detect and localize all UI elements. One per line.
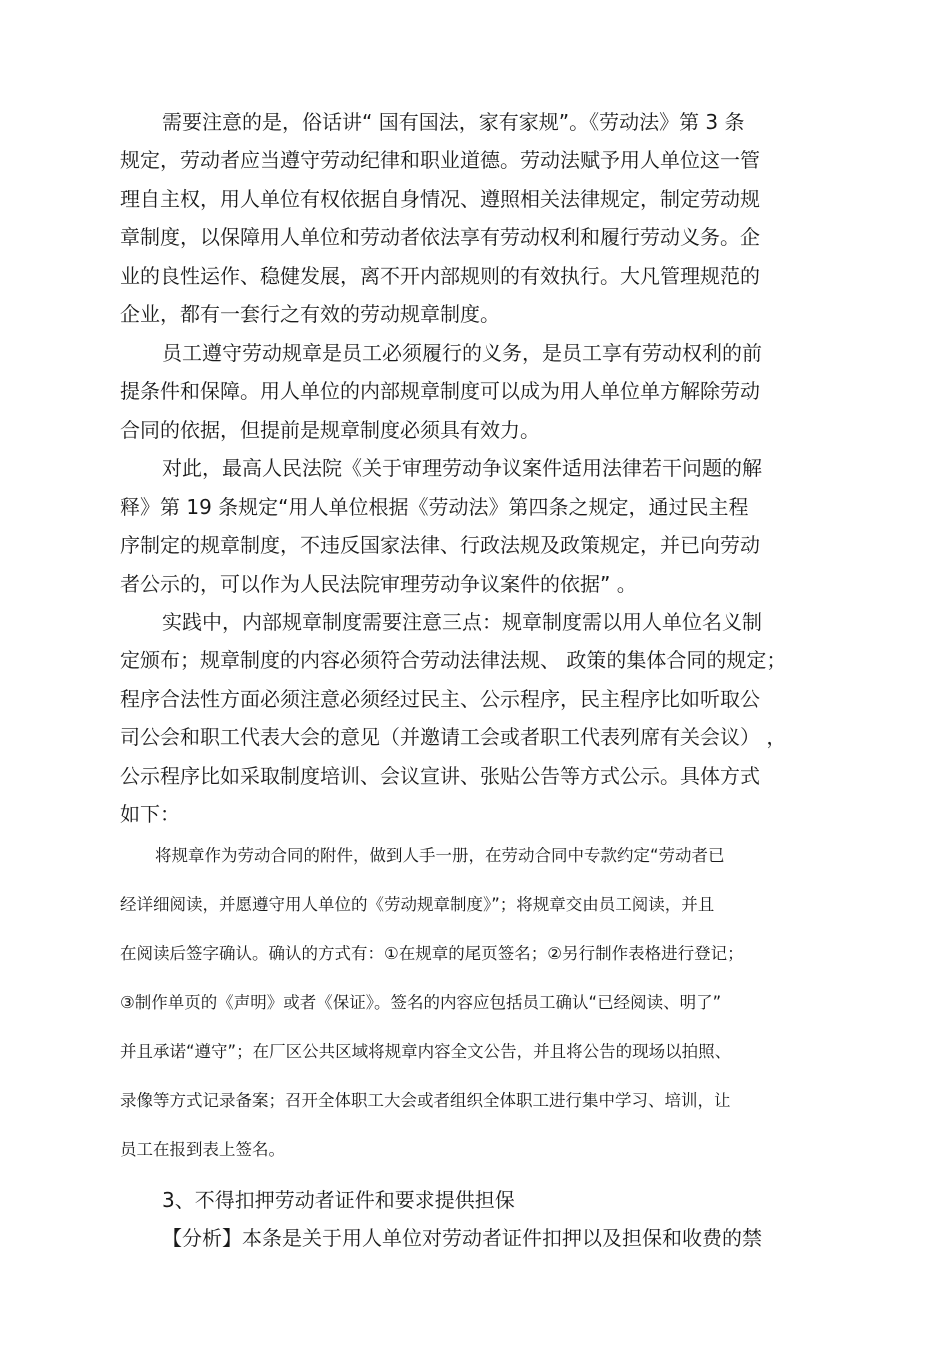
paragraph-line: 公示程序比如采取制度培训、会议宣讲、张贴公告等方式公示。具体方式 [120, 764, 760, 788]
paragraph-line: 合同的依据，但提前是规章制度必须具有效力。 [120, 418, 540, 442]
paragraph-line: 章制度，以保障用人单位和劳动者依法享有劳动权利和履行劳动义务。企 [120, 225, 760, 249]
paragraph-line: 理自主权，用人单位有权依据自身情况、遵照相关法律规定，制定劳动规 [120, 187, 760, 211]
paragraph-line: 将规章作为劳动合同的附件，做到人手一册，在劳动合同中专款约定“劳动者已 [155, 846, 725, 865]
paragraph-line: 录像等方式记录备案；召开全体职工大会或者组织全体职工进行集中学习、培训，让 [120, 1091, 731, 1110]
paragraph-line: 员工遵守劳动规章是员工必须履行的义务，是员工享有劳动权利的前 [162, 341, 762, 365]
paragraph-line: 程序合法性方面必须注意必须经过民主、公示程序，民主程序比如听取公 [120, 687, 760, 711]
paragraph-line: 实践中，内部规章制度需要注意三点：规章制度需以用人单位名义制 [162, 610, 762, 634]
paragraph-line: ③制作单页的《声明》或者《保证》。签名的内容应包括员工确认“已经阅读、明了” [120, 993, 722, 1012]
paragraph-line: 在阅读后签字确认。确认的方式有：①在规章的尾页签名；②另行制作表格进行登记； [120, 944, 744, 963]
paragraph-line: 规定，劳动者应当遵守劳动纪律和职业道德。劳动法赋予用人单位这一管 [120, 148, 760, 172]
paragraph-line: 企业，都有一套行之有效的劳动规章制度。 [120, 302, 500, 326]
paragraph-line: 员工在报到表上签名。 [120, 1140, 285, 1159]
paragraph-line: 者公示的，可以作为人民法院审理劳动争议案件的依据” 。 [120, 572, 637, 596]
paragraph-line: 【分析】本条是关于用人单位对劳动者证件扣押以及担保和收费的禁 [162, 1226, 762, 1250]
paragraph-line: 需要注意的是，俗话讲“ 国有国法，家有家规”。《劳动法》第 3 条 [162, 110, 745, 134]
paragraph-line: 并且承诺“遵守”；在厂区公共区域将规章内容全文公告，并且将公告的现场以拍照、 [120, 1042, 732, 1061]
paragraph-line: 提条件和保障。用人单位的内部规章制度可以成为用人单位单方解除劳动 [120, 379, 760, 403]
paragraph-line: 经详细阅读，并愿遵守用人单位的《劳动规章制度》”；将规章交由员工阅读，并且 [120, 895, 715, 914]
paragraph-line: 司公会和职工代表大会的意见（并邀请工会或者职工代表列席有关会议） ， [120, 725, 787, 749]
paragraph-line: 如下： [120, 802, 180, 826]
section-heading: 3、不得扣押劳动者证件和要求提供担保 [162, 1188, 515, 1212]
paragraph-line: 释》第 19 条规定“用人单位根据《劳动法》第四条之规定，通过民主程 [120, 495, 749, 519]
paragraph-line: 对此，最高人民法院《关于审理劳动争议案件适用法律若干问题的解 [162, 456, 762, 480]
paragraph-line: 定颁布；规章制度的内容必须符合劳动法律法规、 政策的集体合同的规定； [120, 648, 787, 672]
paragraph-line: 序制定的规章制度，不违反国家法律、行政法规及政策规定，并已向劳动 [120, 533, 760, 557]
paragraph-line: 业的良性运作、稳健发展，离不开内部规则的有效执行。大凡管理规范的 [120, 264, 760, 288]
